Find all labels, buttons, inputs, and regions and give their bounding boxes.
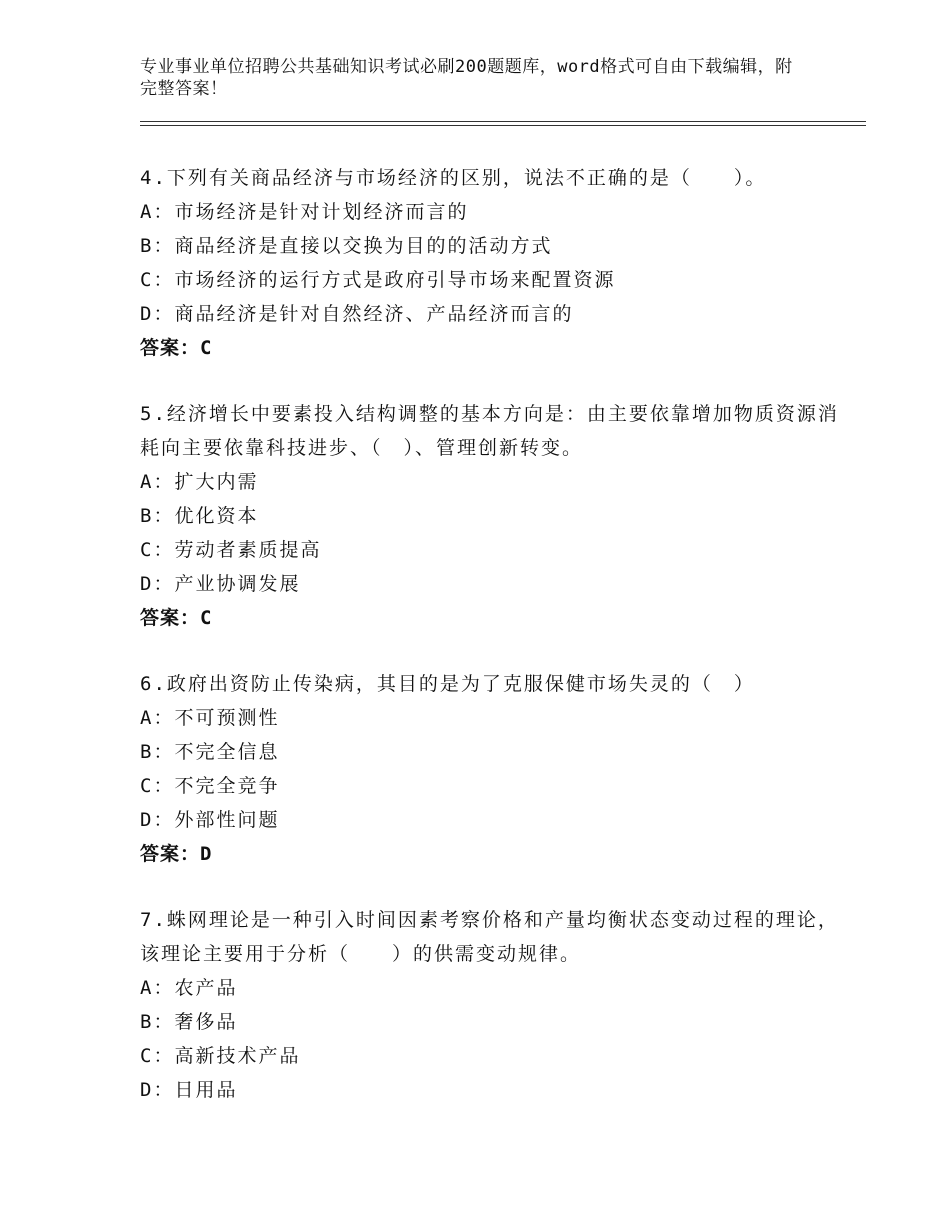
option-d: D：外部性问题: [140, 809, 280, 831]
header-divider-top: [140, 121, 866, 122]
question-stem: 4.下列有关商品经济与市场经济的区别，说法不正确的是（ ）。: [140, 167, 767, 189]
option-d: D：商品经济是针对自然经济、产品经济而言的: [140, 303, 574, 325]
option-b: B：不完全信息: [140, 741, 280, 763]
option-b: B：优化资本: [140, 505, 259, 527]
option-c: C：高新技术产品: [140, 1045, 301, 1067]
option-b: B：奢侈品: [140, 1011, 238, 1033]
question-7: [140, 903, 840, 1107]
option-a: A：扩大内需: [140, 471, 259, 493]
option-b: B：商品经济是直接以交换为目的的活动方式: [140, 235, 553, 257]
question-5: [140, 397, 840, 635]
question-list: [140, 161, 840, 1139]
option-a: A：不可预测性: [140, 707, 280, 729]
option-c: C：劳动者素质提高: [140, 539, 322, 561]
option-a: A：市场经济是针对计划经济而言的: [140, 201, 469, 223]
document-header: 专业事业单位招聘公共基础知识考试必刷200题题库，word格式可自由下载编辑，附完整答案！: [140, 57, 793, 99]
answer-label: 答案：C: [140, 607, 213, 629]
answer-label: 答案：C: [140, 337, 213, 359]
option-d: D：产业协调发展: [140, 573, 301, 595]
question-4: [140, 161, 840, 365]
question-stem: 7.蛛网理论是一种引入时间因素考察价格和产量均衡状态变动过程的理论，该理论主要用于分析（ ）的供需变动规律。: [140, 909, 839, 965]
answer-label: 答案：D: [140, 843, 213, 865]
option-c: C：市场经济的运行方式是政府引导市场来配置资源: [140, 269, 616, 291]
question-stem: 6.政府出资防止传染病，其目的是为了克服保健市场失灵的（ ）: [140, 673, 755, 695]
option-a: A：农产品: [140, 977, 238, 999]
header-divider-bottom: [140, 125, 866, 126]
option-d: D：日用品: [140, 1079, 238, 1101]
question-6: [140, 667, 840, 871]
option-c: C：不完全竞争: [140, 775, 280, 797]
question-stem: 5.经济增长中要素投入结构调整的基本方向是：由主要依靠增加物质资源消耗向主要依靠科技进步、（ ）、管理创新转变。: [140, 403, 839, 459]
